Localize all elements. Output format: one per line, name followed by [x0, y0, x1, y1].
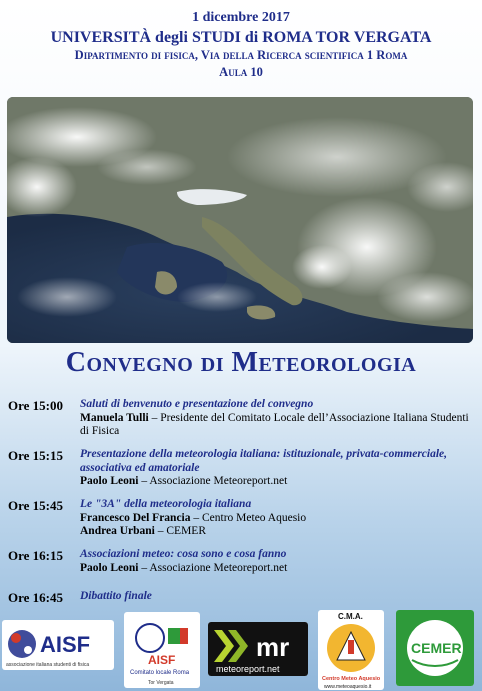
slot-topic: Saluti di benvenuto e presentazione del convegno: [80, 398, 314, 410]
aisf-roma-logo-text: AISF: [148, 653, 176, 667]
cma-logo-text: C.M.A.: [338, 612, 363, 621]
aisf-roma-logo-location: Tor Vergata: [148, 680, 174, 686]
aisf-logo-text: AISF: [40, 632, 91, 657]
slot-time: Ore 16:15: [8, 548, 63, 563]
speaker-role: – Presidente del Comitato Locale dell’Associazione Italiana Studenti di Fisica: [80, 411, 469, 437]
cma-logo-name: Centro Meteo Aquesio: [322, 676, 381, 682]
meteoreport-text: meteoreport.net: [216, 664, 280, 674]
speaker-name: Paolo Leoni: [80, 561, 139, 574]
slot-time: Ore 16:45: [8, 590, 63, 605]
cma-logo-url: www.meteoaquesio.it: [324, 684, 372, 690]
aisf-logo: [2, 620, 114, 670]
aisf-roma-logo-subtitle: Comitato locale Roma: [130, 670, 190, 676]
speaker-role: – Centro Meteo Aquesio: [193, 511, 307, 524]
aisf-roma-logo: [124, 612, 200, 688]
department-address: Dipartimento di fisica, Via della Ricerca scientifica 1 Roma: [74, 48, 408, 62]
cemer-logo: [396, 610, 474, 686]
meteoreport-mark: mr: [256, 632, 290, 662]
speaker-name: Manuela Tulli: [80, 411, 149, 424]
slot-topic: Dibattito finale: [80, 590, 152, 602]
sponsor-logos: [0, 610, 482, 691]
aisf-logo-subtitle: associazione italiana studenti di fisica: [6, 662, 90, 668]
slot-speaker: [80, 412, 470, 439]
slot-time: Ore 15:00: [8, 398, 63, 413]
slot-speaker: [80, 562, 470, 576]
header: [0, 10, 482, 81]
cma-logo: [318, 610, 384, 690]
slot-speaker: [80, 475, 470, 489]
speaker-name: Francesco Del Francia: [80, 511, 191, 524]
speaker-role: – Associazione Meteoreport.net: [141, 475, 288, 487]
speaker-name: Andrea Urbani: [80, 525, 155, 537]
slot-topic: Associazioni meteo: cosa sono e cosa fanno: [80, 548, 287, 560]
speaker-name: Paolo Leoni: [80, 475, 139, 487]
meteoreport-logo: [208, 622, 308, 676]
room: Aula 10: [219, 65, 263, 79]
speaker-role: – Associazione Meteoreport.net: [141, 561, 288, 574]
event-date: 1 dicembre 2017: [192, 10, 290, 25]
slot-speaker: [80, 512, 470, 526]
slot-time: Ore 15:45: [8, 498, 63, 513]
slot-topic: Le "3A" della meteorologia italiana: [80, 498, 252, 510]
slot-topic: Presentazione della meteorologia italiana: istituzionale, privata-commerciale, associativa ed amatoriale: [80, 448, 448, 474]
slot-time: Ore 15:15: [8, 448, 63, 463]
cemer-logo-text: CEMER: [411, 640, 462, 656]
speaker-role: – CEMER: [157, 525, 206, 537]
event-title: Convegno di Meteorologia: [65, 347, 417, 378]
satellite-image: [7, 97, 473, 343]
slot-speaker: [80, 525, 470, 539]
university-name: UNIVERSITÀ degli STUDI di ROMA TOR VERGATA: [50, 29, 432, 46]
